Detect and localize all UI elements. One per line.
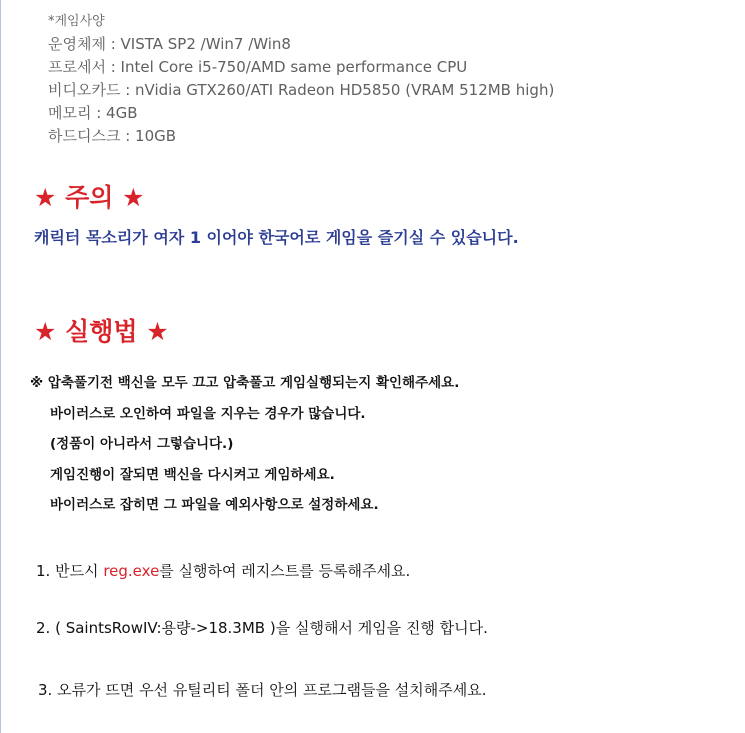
spec-memory: 메모리 : 4GB: [48, 104, 138, 122]
howto-line: 게임진행이 잘되면 백신을 다시켜고 게임하세요.: [50, 466, 335, 483]
spec-cpu: 프로세서 : Intel Core i5-750/AMD same performance CPU: [48, 58, 468, 76]
caution-text: 캐릭터 목소리가 여자 1 이어야 한국어로 게임을 즐기실 수 있습니다.: [34, 228, 519, 247]
left-border: [0, 0, 1, 733]
howto-line: 바이러스로 잡히면 그 파일을 예외사항으로 설정하세요.: [50, 497, 379, 513]
howto-heading: ★ 실행법 ★: [34, 317, 169, 346]
spec-title: *게임사양: [48, 14, 105, 29]
spec-gpu: 비디오카드 : nVidia GTX260/ATI Radeon HD5850 (VRAM 512MB high): [48, 81, 555, 99]
howto-instructions: [30, 368, 459, 521]
reg-exe-highlight: reg.exe: [103, 562, 160, 580]
spec-disk: 하드디스크 : 10GB: [48, 127, 177, 145]
howto-line: ※ 압축풀기전 백신을 모두 끄고 압축풀고 게임실행되는지 확인해주세요.: [30, 375, 460, 391]
spec-os: 운영체제 : VISTA SP2 /Win7 /Win8: [48, 35, 291, 53]
step-1-prefix: 1. 반드시: [36, 562, 104, 580]
step-3: 3. 오류가 뜨면 우선 유틸리티 폴더 안의 프로그램들을 설치해주세요.: [38, 681, 487, 699]
howto-line: 바이러스로 오인하여 파일을 지우는 경우가 많습니다.: [50, 405, 366, 422]
step-1-suffix: 를 실행하여 레지스트를 등록해주세요.: [159, 562, 411, 580]
game-spec: [48, 10, 554, 148]
step-1: [36, 560, 410, 581]
step-2: 2. ( SaintsRowIV:용량->18.3MB )을 실행해서 게임을 진행 합니다.: [36, 619, 488, 637]
howto-line: (정품이 아니라서 그렇습니다.): [50, 436, 234, 452]
caution-heading: ★ 주의 ★: [34, 183, 145, 212]
